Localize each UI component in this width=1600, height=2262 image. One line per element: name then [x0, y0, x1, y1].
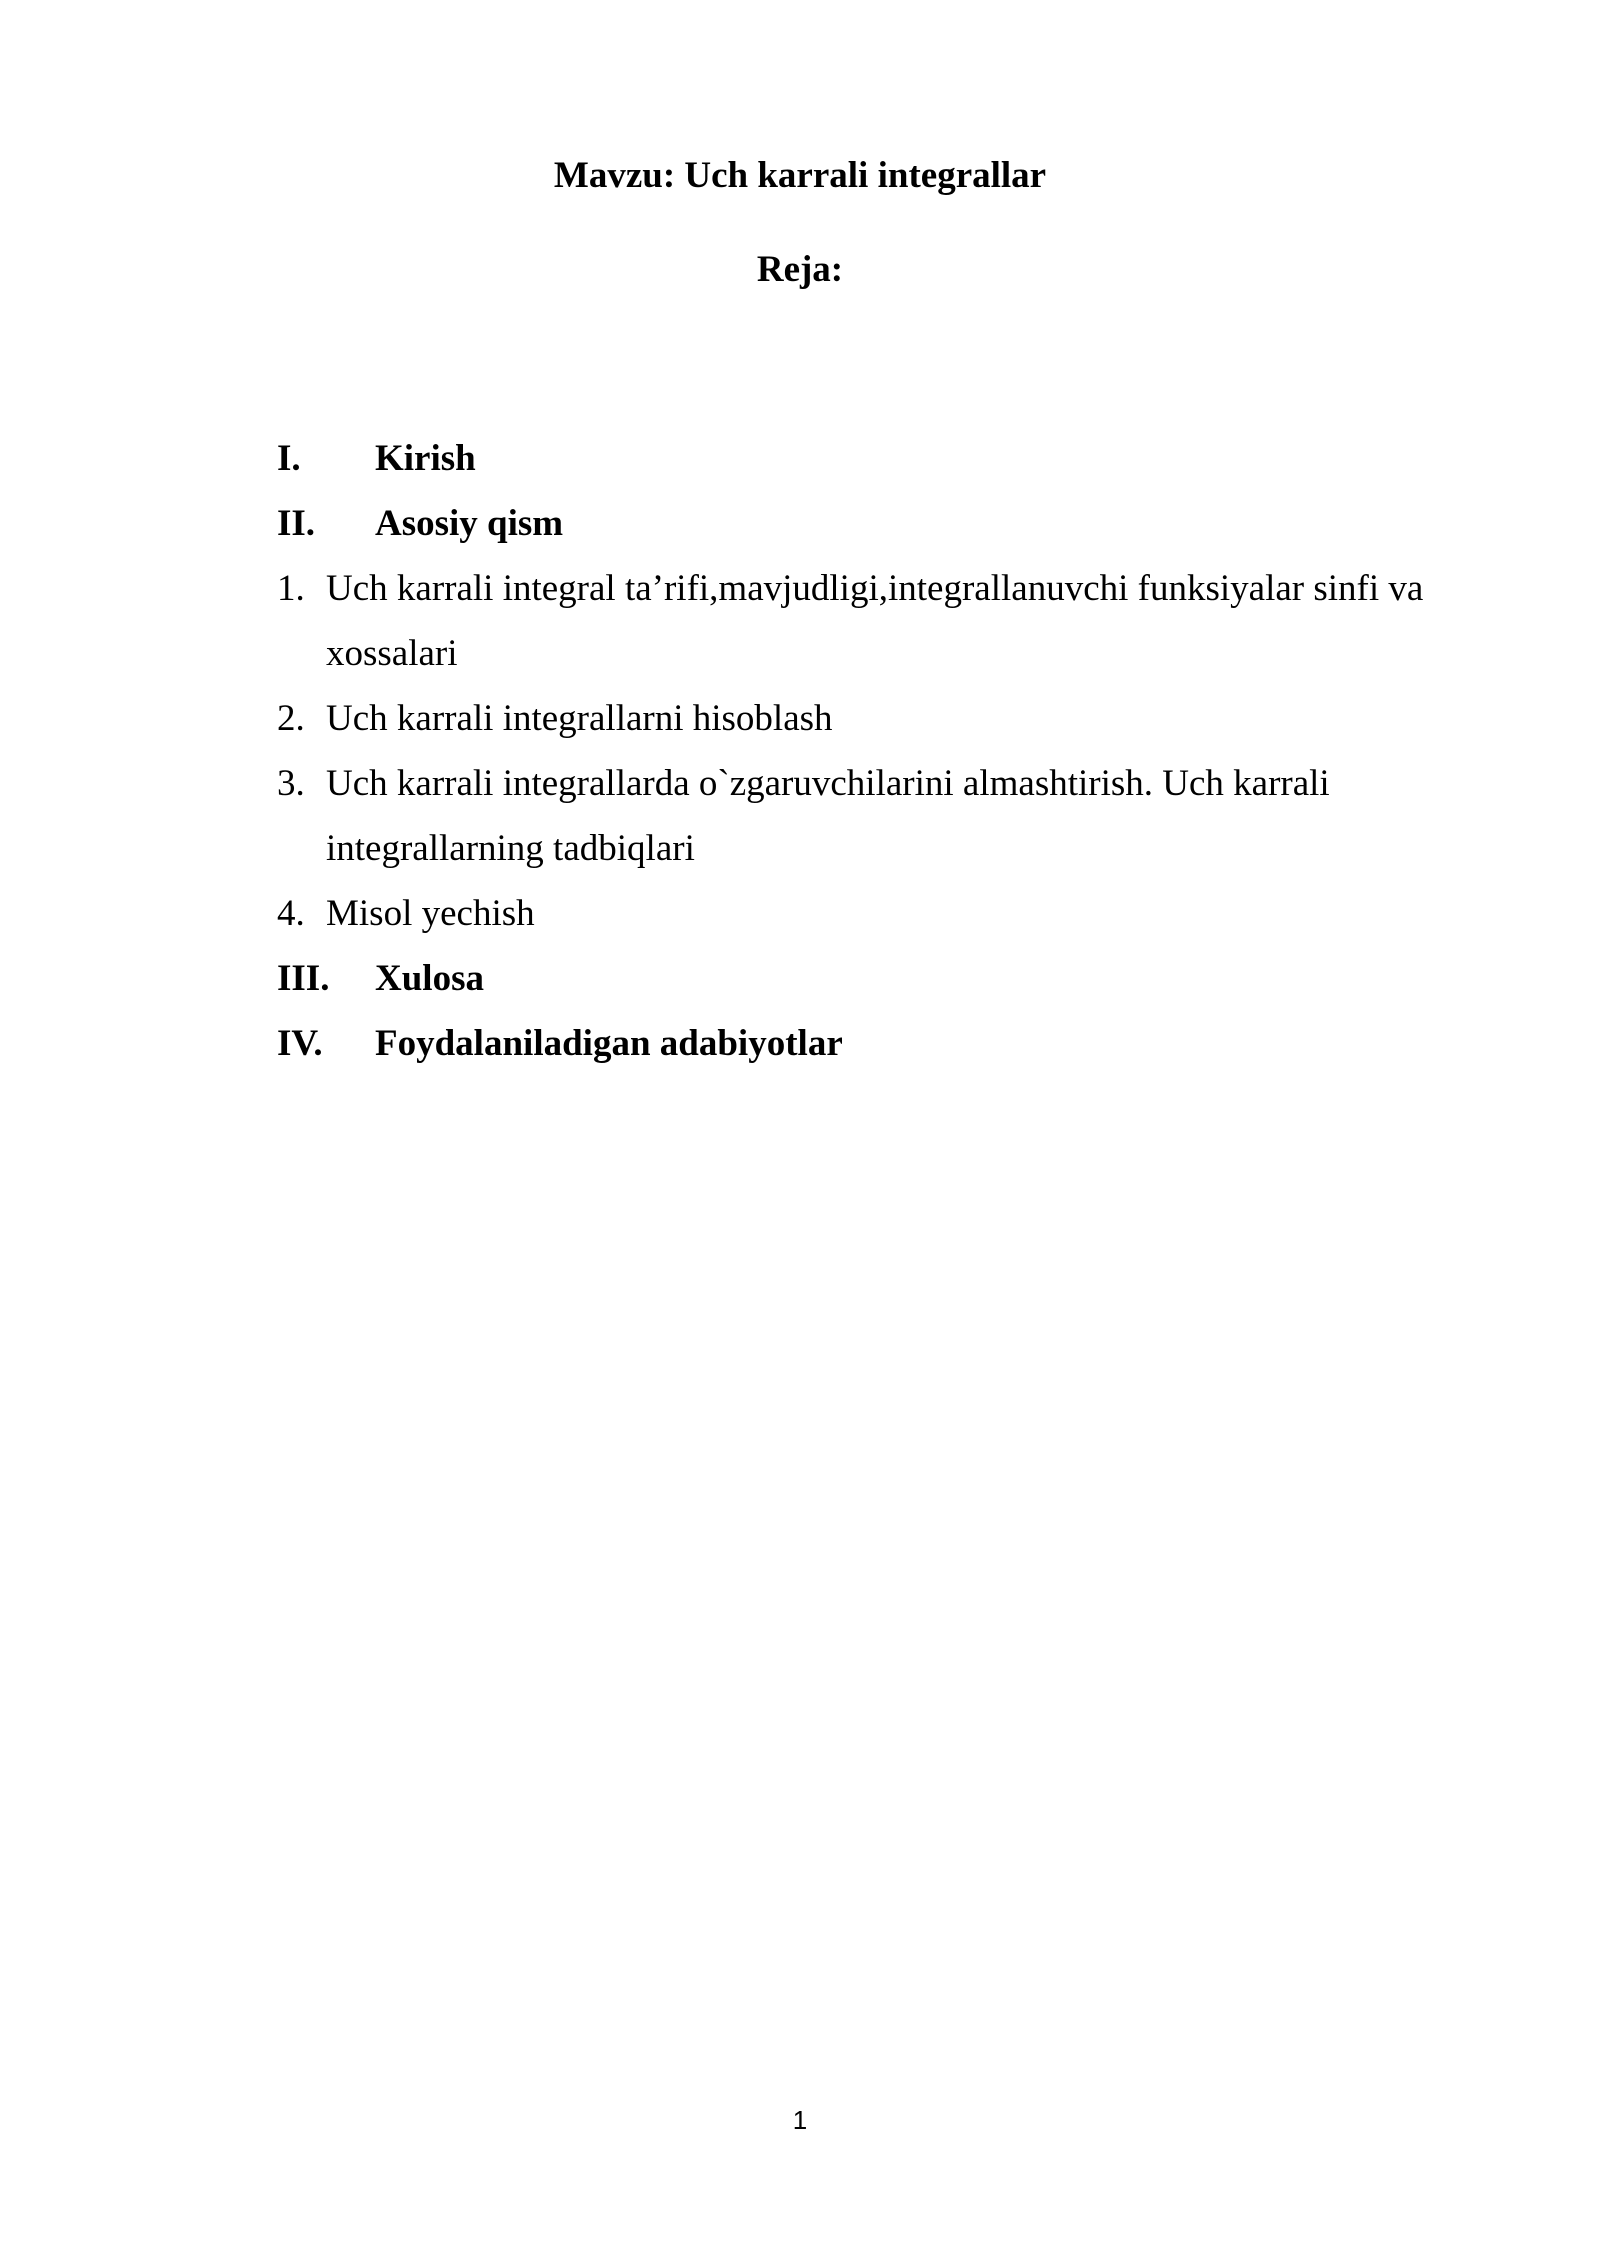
outline-text: Uch karrali integrallarda o`zgaruvchilarini almashtirish. Uch karrali integrallarning tadbiqlari: [326, 763, 1330, 869]
outline-number: III.: [277, 958, 330, 999]
document-title: Mavzu: Uch karrali integrallar: [553, 155, 1047, 196]
outline-number: I.: [277, 438, 301, 479]
outline-item-asosiy-qism: [277, 491, 1477, 556]
outline-number: 4.: [277, 893, 305, 934]
outline-number: II.: [277, 503, 316, 544]
outline-number: 2.: [277, 698, 305, 739]
outline-item-kirish: [277, 426, 1477, 491]
outline-text: Uch karrali integrallarni hisoblash: [326, 698, 833, 739]
outline-item-adabiyotlar: [277, 1011, 1477, 1076]
plan-outline: [277, 426, 1477, 1076]
outline-text: Asosiy qism: [375, 503, 564, 544]
outline-text: Uch karrali integral ta’rifi,mavjudligi,integrallanuvchi funksiyalar sinfi va xossalari: [326, 568, 1424, 674]
outline-subitem-1: [277, 556, 1477, 686]
outline-text: Foydalaniladigan adabiyotlar: [375, 1023, 843, 1064]
plan-heading: Reja:: [756, 249, 844, 290]
outline-text: Misol yechish: [326, 893, 535, 934]
outline-number: 3.: [277, 763, 305, 804]
outline-subitem-4: [277, 881, 1477, 946]
outline-number: 1.: [277, 568, 305, 609]
outline-text: Xulosa: [375, 958, 484, 999]
outline-subitem-3: [277, 751, 1477, 881]
outline-subitem-2: [277, 686, 1477, 751]
outline-item-xulosa: [277, 946, 1477, 1011]
outline-number: IV.: [277, 1023, 323, 1064]
page-number: 1: [792, 2105, 808, 2135]
outline-text: Kirish: [375, 438, 476, 479]
